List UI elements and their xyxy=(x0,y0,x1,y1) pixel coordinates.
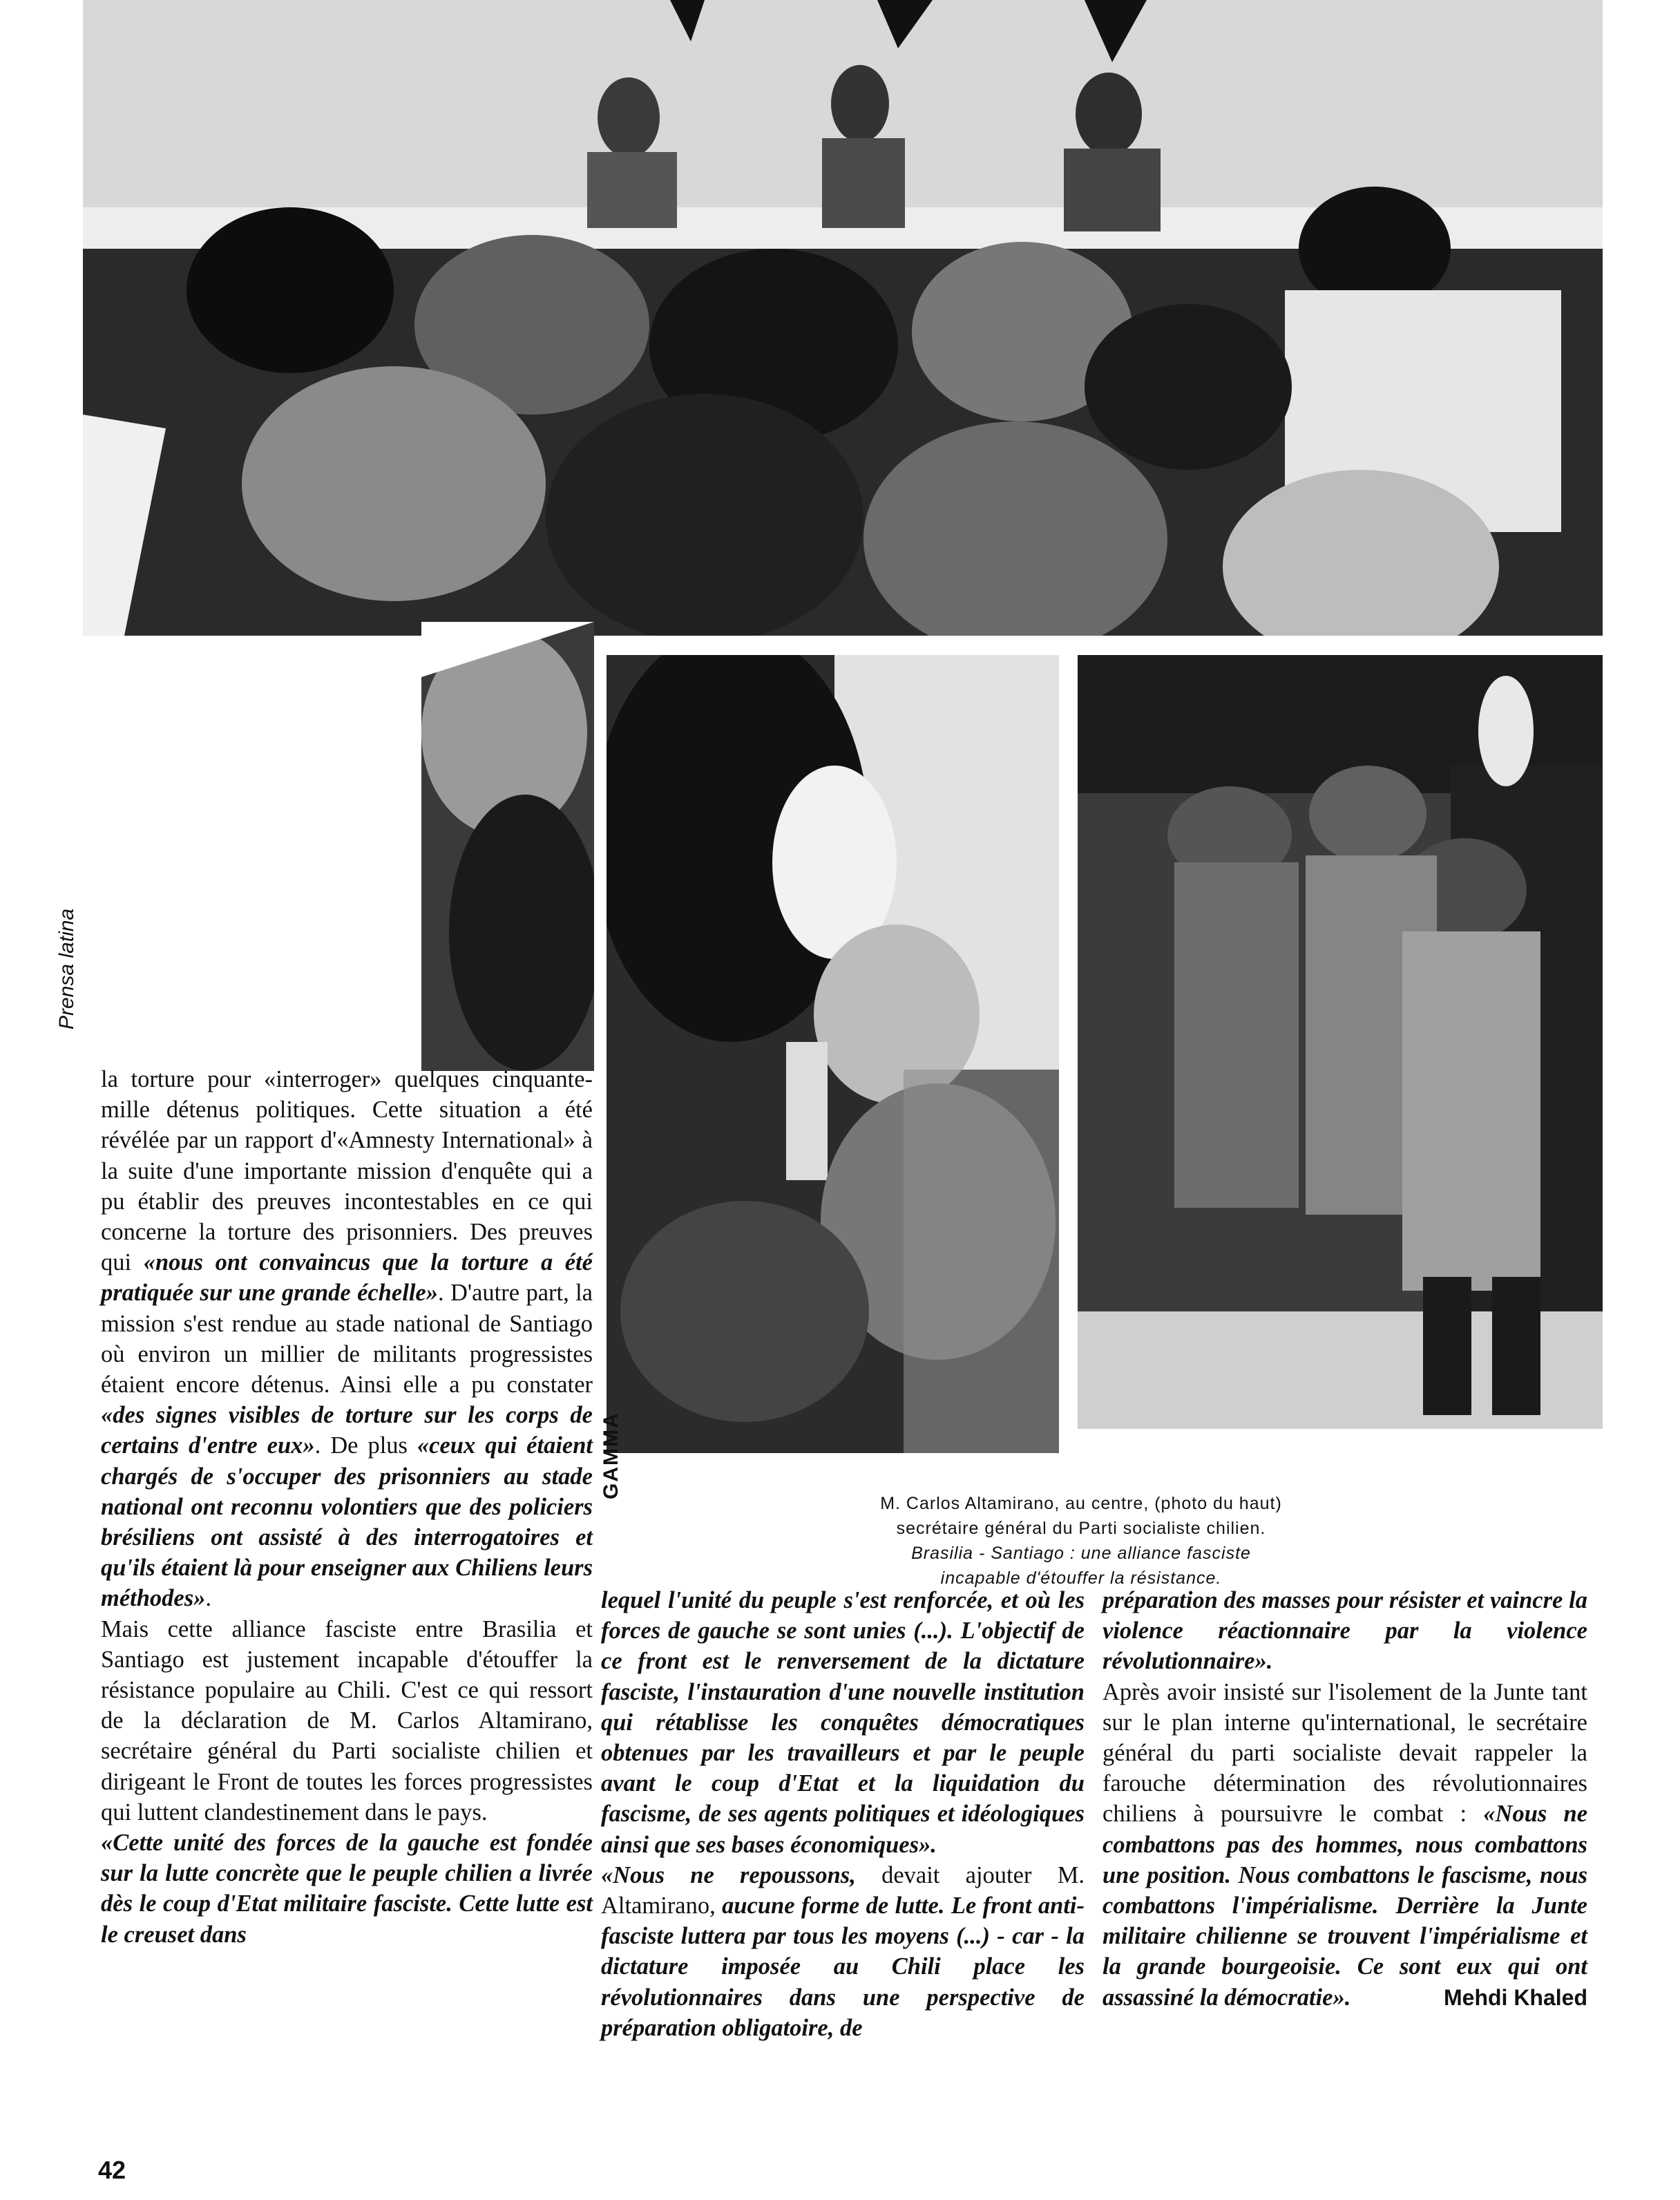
soldiers-photo-right xyxy=(1078,655,1603,1429)
caption-line-1: M. Carlos Altamirano, au centre, (photo du haut) xyxy=(880,1494,1282,1513)
caption-line-4: incapable d'étouffer la résistance. xyxy=(940,1568,1222,1588)
paragraph-altamirano-quote: «Nous ne repoussons, devait ajouter M. Altamirano, aucune forme de lutte. Le front anti-fasciste luttera par tous les moyens (...) - car - la dictature imposée au Chili place les révolutionnaires dans une perspective de préparation obligatoire, de xyxy=(601,1861,1085,2041)
paragraph-junta-isolation: Après avoir insisté sur l'isolement de la Junte tant sur le plan interne qu'international, le secrétaire général du parti socialiste devait rappeler la farouche détermination des révolutionnaires chiliens à poursuivre le combat : «Nous ne combattons pas des hommes, nous combattons une position. Nous combattons le fascisme, nous combattons l'impérialisme. Derrière la Junte militaire chilienne se trouvent l'impérialisme et la grande bourgeoisie. Ce sont eux qui ont assassiné la démocratie». Mehdi Khaled xyxy=(1102,1677,1587,2013)
paragraph-fascist-alliance: Mais cette alliance fasciste entre Brasilia et Santiago est justement incapable d'étouffer la résistance populaire au Chili. C'est ce qui ressort de la déclaration de M. Carlos Altamirano, secrétaire général du Parti socialiste chilien et dirigeant le Front de toutes les forces progressistes qui luttent clandestinement dans le pays. xyxy=(101,1615,593,1826)
photo-caption xyxy=(801,1491,1361,1591)
paragraph-preparation-quote: préparation des masses pour résister et vaincre la violence réactionnaire par la violence révolutionnaire». xyxy=(1102,1587,1587,1675)
paragraph-amnesty-report: la torture pour «interroger» quelques cinquante-mille détenus politiques. Cette situation a été révélée par un rapport d'«Amnesty International» à la suite d'une importante mission d'enquête qui a pu établir des preuves incontestables en ce qui concerne la torture des prisonniers. Des preuves qui «nous ont convaincus que la torture a été pratiquée sur une grande échelle». D'autre part, la mission s'est rendue au stade national de Santiago où environ un millier de militants progressistes étaient encore détenus. Ainsi elle a pu constater «des signes visibles de torture sur les corps de certains d'entre eux». De plus «ceux qui étaient chargés de s'occuper des prisonniers au stade national ont reconnu volontiers que des policiers brésiliens ont assisté à des interrogatoires et qu'ils étaient là pour enseigner aux Chiliens leurs méthodes». xyxy=(101,1066,593,1612)
press-conference-photo xyxy=(83,0,1603,636)
photo-credit-prensa-latina: Prensa latina xyxy=(55,908,78,1030)
detainee-photo-left xyxy=(607,655,1059,1453)
page-number: 42 xyxy=(98,2156,126,2184)
paragraph-unity-quote-cont: lequel l'unité du peuple s'est renforcée, et où les forces de gauche se sont unies (...). L'objectif de ce front est le renversement de la dictature fasciste, l'instauration d'une nouvelle institution qui rétablisse les conquêtes démocratiques obtenues par les travailleurs et par le peuple avant le coup d'Etat et la liquidation du fascisme, de ses agents politiques et idéologiques ainsi que ses bases économiques». xyxy=(601,1587,1085,1858)
author-signature: Mehdi Khaled xyxy=(1443,1984,1587,2010)
caption-line-2: secrétaire général du Parti socialiste chilien. xyxy=(896,1519,1266,1538)
article-column-2 xyxy=(601,1585,1085,2043)
photo-credit-gamma: GAMMA xyxy=(600,1412,622,1499)
article-column-1 xyxy=(101,1064,593,1950)
article-column-3 xyxy=(1102,1585,1587,2013)
paragraph-unity-quote-start: «Cette unité des forces de la gauche est fondée sur la lutte concrète que le peuple chilien a livrée dès le coup d'Etat militaire fasciste. Cette lutte est le creuset dans xyxy=(101,1830,593,1948)
audience-photo-extension xyxy=(421,622,594,1071)
caption-line-3: Brasilia - Santiago : une alliance fasciste xyxy=(911,1544,1251,1563)
